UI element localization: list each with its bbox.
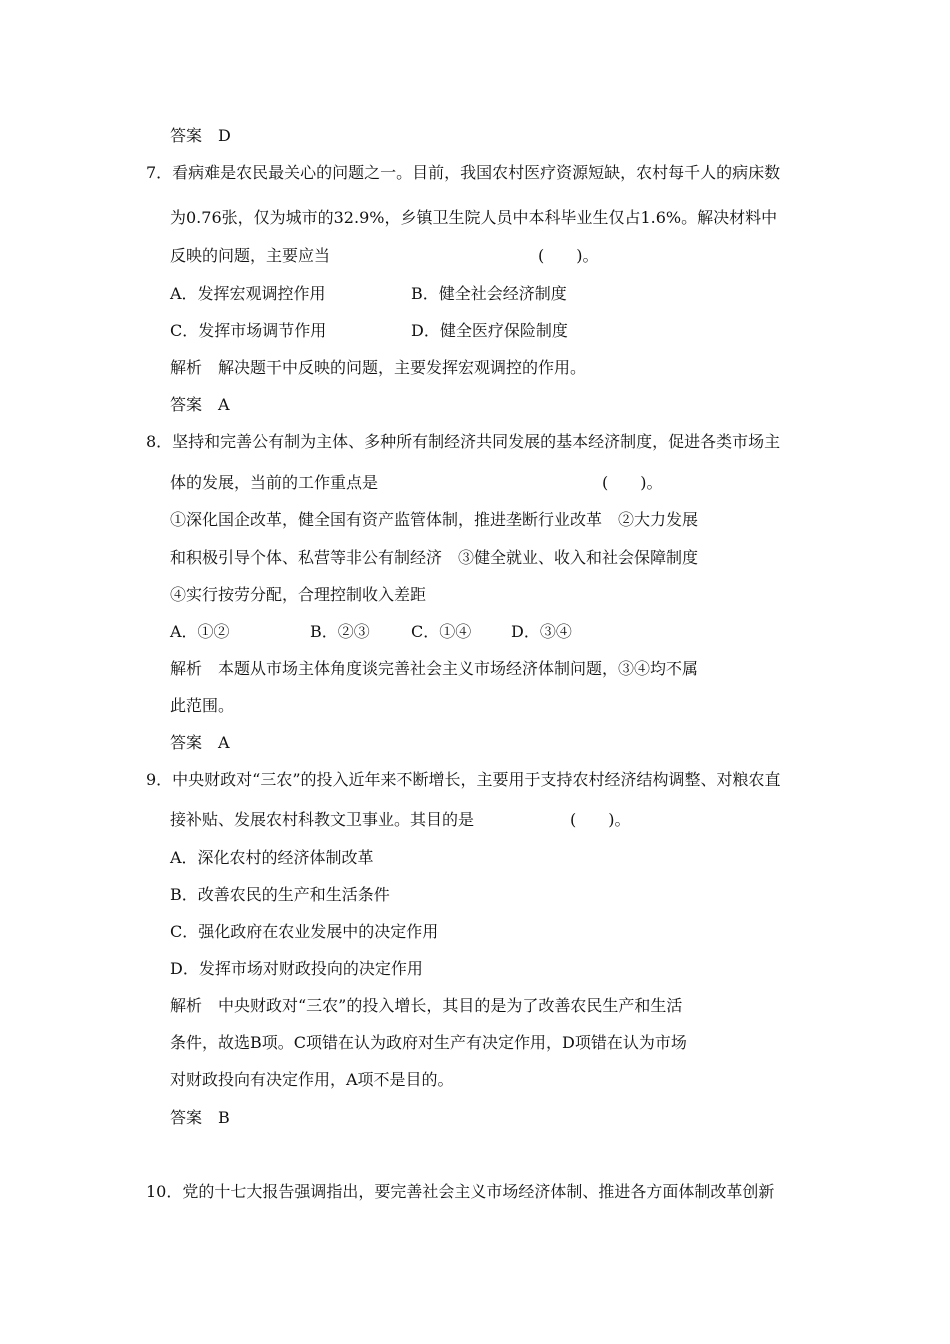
q9-analysis-line-1: 解析 中央财政对“三农”的投入增长，其目的是为了改善农民生产和生活 <box>170 996 683 1015</box>
q8-analysis-line-1: 解析 本题从市场主体角度谈完善社会主义市场经济体制问题，③④均不属 <box>170 659 699 678</box>
q7-option-c: C．发挥市场调节作用 <box>170 321 327 340</box>
q7-answer: 答案 A <box>170 395 230 414</box>
q7-analysis: 解析 解决题干中反映的问题，主要发挥宏观调控的作用。 <box>170 358 587 377</box>
q8-option-d: D．③④ <box>511 622 572 641</box>
q7-stem-line-3: 反映的问题，主要应当 ( )。 <box>170 246 599 265</box>
q8-statement-line-1: ①深化国企改革，健全国有资产监管体制，推进垄断行业改革 ②大力发展 <box>170 510 699 529</box>
q7-option-a: A．发挥宏观调控作用 <box>170 284 326 303</box>
q9-option-d: D．发挥市场对财政投向的决定作用 <box>170 959 423 978</box>
q9-analysis-line-3: 对财政投向有决定作用，A项不是目的。 <box>170 1070 454 1089</box>
q8-option-a: A．①② <box>170 622 230 641</box>
q8-option-b: B．②③ <box>310 622 370 641</box>
q9-option-b: B．改善农民的生产和生活条件 <box>170 885 390 904</box>
q9-answer: 答案 B <box>170 1108 230 1127</box>
q7-stem-line-2: 为0.76张，仅为城市的32.9%，乡镇卫生院人员中本科毕业生仅占1.6%。解决材料中 <box>170 208 778 227</box>
q9-analysis-line-2: 条件，故选B项。C项错在认为政府对生产有决定作用，D项错在认为市场 <box>170 1033 687 1052</box>
q9-option-c: C．强化政府在农业发展中的决定作用 <box>170 922 439 941</box>
q8-analysis-line-2: 此范围。 <box>170 696 235 715</box>
q8-stem-line-1: 8．坚持和完善公有制为主体、多种所有制经济共同发展的基本经济制度，促进各类市场主 <box>146 432 781 451</box>
q7-stem-line-1: 7．看病难是农民最关心的问题之一。目前，我国农村医疗资源短缺，农村每千人的病床数 <box>146 163 781 182</box>
q9-stem-line-2: 接补贴、发展农村科教文卫事业。其目的是 ( )。 <box>170 810 631 829</box>
q6-answer: 答案 D <box>170 126 231 145</box>
q8-statement-line-2: 和积极引导个体、私营等非公有制经济 ③健全就业、收入和社会保障制度 <box>170 548 699 567</box>
q10-stem-line-1: 10．党的十七大报告强调指出，要完善社会主义市场经济体制、推进各方面体制改革创新 <box>146 1182 775 1201</box>
q9-option-a: A．深化农村的经济体制改革 <box>170 848 374 867</box>
q8-stem-line-2: 体的发展，当前的工作重点是 ( )。 <box>170 473 663 492</box>
q8-statement-line-3: ④实行按劳分配，合理控制收入差距 <box>170 585 427 604</box>
q7-option-b: B．健全社会经济制度 <box>411 284 567 303</box>
q8-answer: 答案 A <box>170 733 230 752</box>
q8-option-c: C．①④ <box>411 622 472 641</box>
q7-option-d: D．健全医疗保险制度 <box>411 321 568 340</box>
q9-stem-line-1: 9．中央财政对“三农”的投入近年来不断增长，主要用于支持农村经济结构调整、对粮农直 <box>146 770 781 789</box>
